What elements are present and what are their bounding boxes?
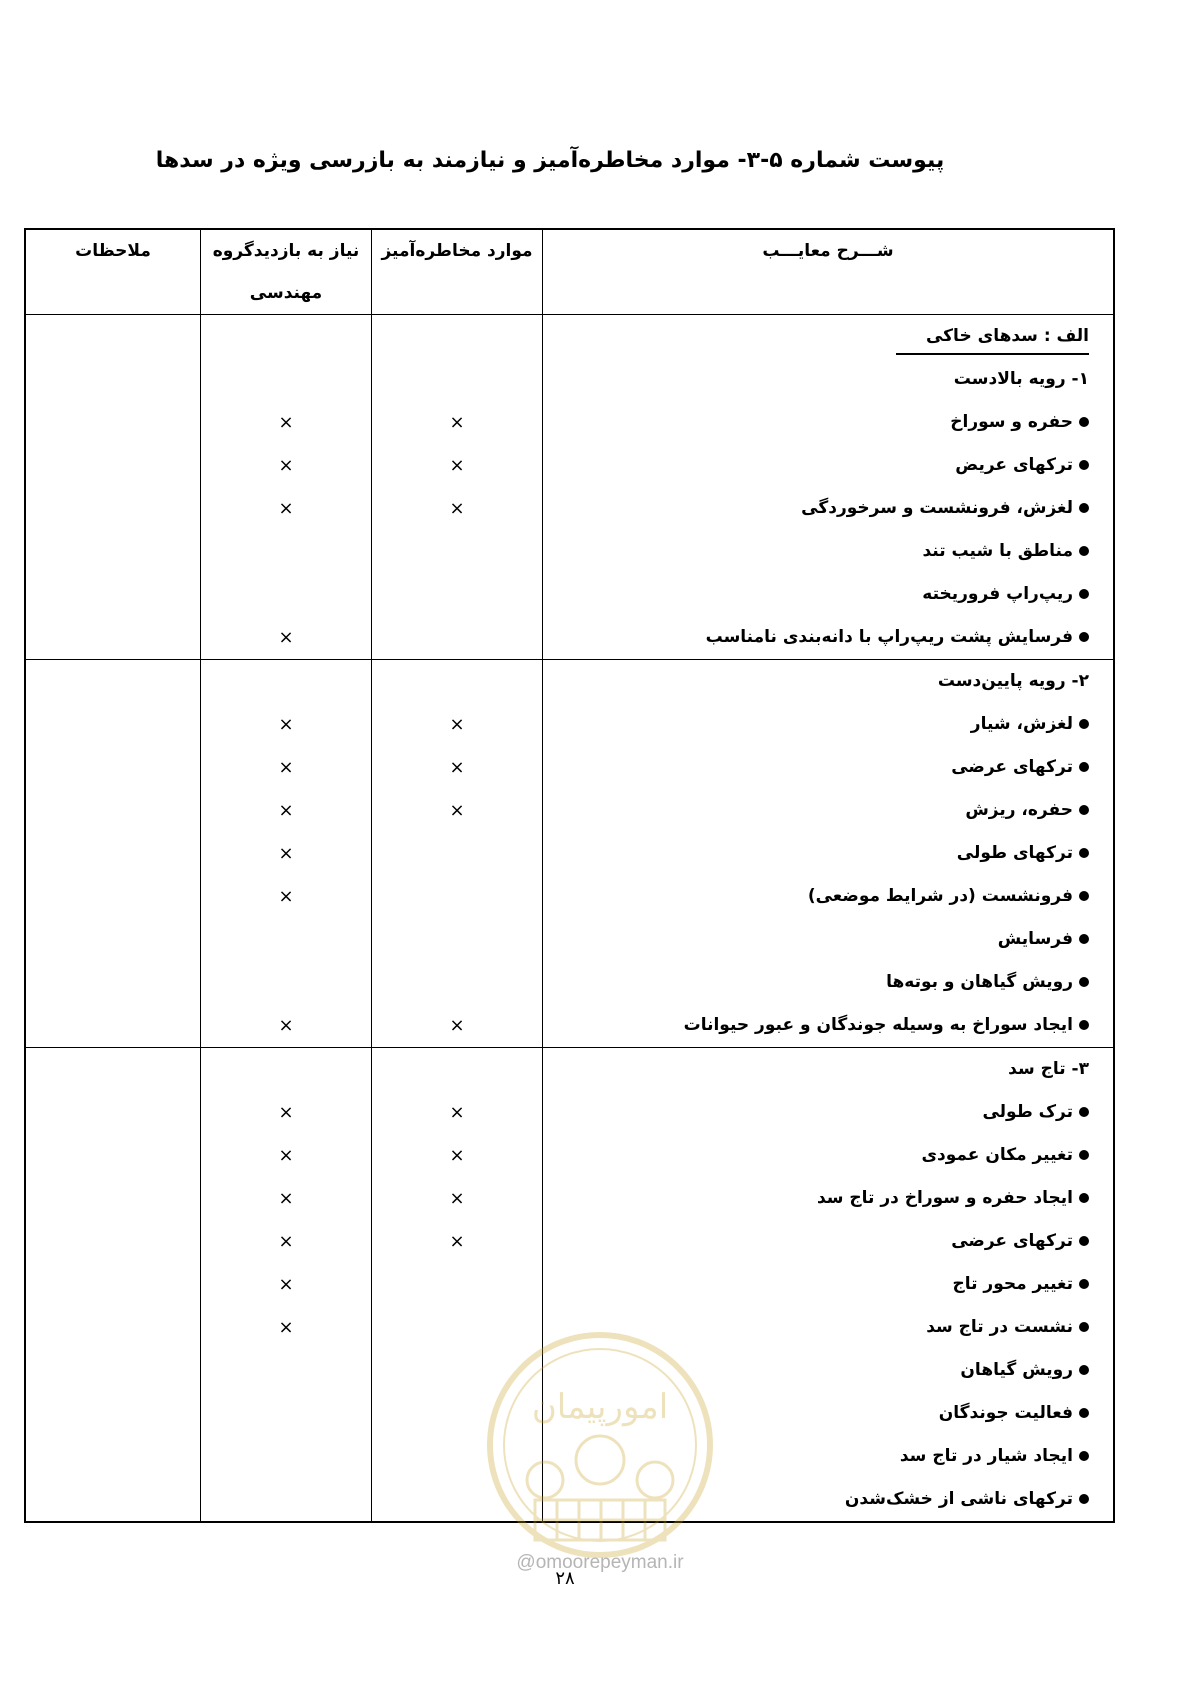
section-heading: الف : سدهای خاکی bbox=[896, 319, 1089, 355]
hazardous-mark: × bbox=[449, 1145, 465, 1166]
defect-item bbox=[543, 487, 1113, 530]
group-heading: ۲- رویه پایین‌دست bbox=[937, 671, 1089, 691]
inspection-mark bbox=[201, 961, 371, 1004]
defect-item-text: فعالیت جوندگان bbox=[938, 1403, 1073, 1423]
defect-item-text: فرسایش bbox=[997, 929, 1073, 949]
defect-item-text: رویش گیاهان bbox=[960, 1360, 1073, 1380]
bullet-icon bbox=[1079, 719, 1089, 729]
defect-item-text: ترکهای عرضی bbox=[951, 1231, 1073, 1251]
hazardous-mark bbox=[372, 530, 542, 573]
bullet-icon bbox=[1079, 1365, 1089, 1375]
bullet-icon bbox=[1079, 503, 1089, 513]
notes-cell bbox=[25, 315, 201, 660]
bullet-icon bbox=[1079, 1020, 1089, 1030]
defect-item bbox=[543, 1091, 1113, 1134]
defect-item bbox=[543, 1134, 1113, 1177]
hazardous-mark bbox=[372, 573, 542, 616]
defect-item-text: لغزش، فرونشست و سرخوردگی bbox=[801, 498, 1073, 518]
description-cell bbox=[543, 315, 1115, 660]
header-description: شـــرح معایـــب bbox=[543, 229, 1115, 315]
defect-item bbox=[543, 875, 1113, 918]
bullet-icon bbox=[1079, 1408, 1089, 1418]
defect-item bbox=[543, 961, 1113, 1004]
footer-url: @omoorepeyman.ir bbox=[516, 1552, 684, 1573]
defect-item-text: حفره و سوراخ bbox=[950, 412, 1073, 432]
defect-item bbox=[543, 1220, 1113, 1263]
hazardous-mark: × bbox=[449, 455, 465, 476]
header-inspection-line2: مهندسی bbox=[249, 283, 323, 303]
hazardous-mark: × bbox=[449, 1231, 465, 1252]
hazardous-mark bbox=[372, 961, 542, 1004]
section-heading-line bbox=[543, 315, 1113, 358]
defect-item bbox=[543, 703, 1113, 746]
defect-item bbox=[543, 530, 1113, 573]
inspection-cell bbox=[201, 660, 372, 1048]
inspection-mark: × bbox=[278, 627, 294, 648]
defect-item-text: لغزش، شیار bbox=[970, 714, 1073, 734]
defect-item bbox=[543, 444, 1113, 487]
inspection-mark bbox=[201, 1435, 371, 1478]
bullet-icon bbox=[1079, 1451, 1089, 1461]
description-cell bbox=[543, 660, 1115, 1048]
hazardous-mark: × bbox=[449, 757, 465, 778]
bullet-icon bbox=[1079, 1279, 1089, 1289]
bullet-icon bbox=[1079, 589, 1089, 599]
bullet-icon bbox=[1079, 891, 1089, 901]
bullet-icon bbox=[1079, 1494, 1089, 1504]
hazardous-mark bbox=[372, 616, 542, 659]
defect-item-text: مناطق با شیب تند bbox=[922, 541, 1073, 561]
blank-line bbox=[201, 315, 371, 358]
defect-item-text: ایجاد شیار در تاج سد bbox=[899, 1446, 1073, 1466]
inspection-mark: × bbox=[278, 1102, 294, 1123]
inspection-mark: × bbox=[278, 1015, 294, 1036]
defect-item-text: ایجاد سوراخ به وسیله جوندگان و عبور حیوانات bbox=[683, 1015, 1073, 1035]
inspection-mark: × bbox=[278, 714, 294, 735]
hazardous-mark bbox=[372, 875, 542, 918]
hazardous-cell bbox=[372, 315, 543, 660]
hazardous-mark: × bbox=[449, 498, 465, 519]
bullet-icon bbox=[1079, 1193, 1089, 1203]
defect-item bbox=[543, 616, 1113, 659]
page-title: پیوست شماره ۵-۳- موارد مخاطره‌آمیز و نیازمند به بازرسی ویژه در سدها bbox=[155, 148, 945, 173]
blank-line bbox=[372, 660, 542, 703]
hazardous-mark: × bbox=[449, 1015, 465, 1036]
defect-item-text: ترکهای عرضی bbox=[951, 757, 1073, 777]
defects-table bbox=[24, 228, 1115, 1523]
defect-item bbox=[543, 918, 1113, 961]
notes-cell bbox=[25, 660, 201, 1048]
bullet-icon bbox=[1079, 805, 1089, 815]
defect-item-text: ترکهای ناشی از خشک‌شدن bbox=[844, 1489, 1073, 1509]
table-row bbox=[25, 660, 1114, 1048]
bullet-icon bbox=[1079, 460, 1089, 470]
page-number: ۲۸ bbox=[555, 1568, 575, 1589]
defect-item bbox=[543, 1263, 1113, 1306]
bullet-icon bbox=[1079, 848, 1089, 858]
hazardous-cell bbox=[372, 660, 543, 1048]
header-hazardous: موارد مخاطره‌آمیز bbox=[372, 229, 543, 315]
defect-item-text: فرونشست (در شرایط موضعی) bbox=[807, 886, 1073, 906]
inspection-mark bbox=[201, 1392, 371, 1435]
defect-item-text: حفره، ریزش bbox=[965, 800, 1073, 820]
defect-item bbox=[543, 573, 1113, 616]
bullet-icon bbox=[1079, 934, 1089, 944]
defect-item-text: ترکهای طولی bbox=[956, 843, 1073, 863]
inspection-mark bbox=[201, 530, 371, 573]
defect-item-text: ایجاد حفره و سوراخ در تاج سد bbox=[816, 1188, 1073, 1208]
bullet-icon bbox=[1079, 417, 1089, 427]
watermark-logo-text: امورپیمان bbox=[531, 1387, 669, 1427]
inspection-mark: × bbox=[278, 886, 294, 907]
bullet-icon bbox=[1079, 1236, 1089, 1246]
inspection-mark: × bbox=[278, 1231, 294, 1252]
hazardous-mark bbox=[372, 1263, 542, 1306]
defect-item bbox=[543, 832, 1113, 875]
inspection-mark: × bbox=[278, 757, 294, 778]
blank-line bbox=[201, 660, 371, 703]
inspection-mark: × bbox=[278, 843, 294, 864]
inspection-cell bbox=[201, 315, 372, 660]
hazardous-mark: × bbox=[449, 800, 465, 821]
hazardous-mark bbox=[372, 832, 542, 875]
inspection-mark: × bbox=[278, 498, 294, 519]
header-notes: ملاحظات bbox=[25, 229, 201, 315]
defect-item-text: ترک طولی bbox=[982, 1102, 1073, 1122]
bullet-icon bbox=[1079, 632, 1089, 642]
bullet-icon bbox=[1079, 1150, 1089, 1160]
table-header-row bbox=[25, 229, 1114, 315]
defect-item-text: نشست در تاج سد bbox=[926, 1317, 1073, 1337]
blank-line bbox=[201, 358, 371, 401]
bullet-icon bbox=[1079, 977, 1089, 987]
inspection-mark bbox=[201, 1349, 371, 1392]
inspection-mark: × bbox=[278, 455, 294, 476]
inspection-mark: × bbox=[278, 800, 294, 821]
defect-item bbox=[543, 746, 1113, 789]
blank-line bbox=[372, 358, 542, 401]
bullet-icon bbox=[1079, 546, 1089, 556]
inspection-mark: × bbox=[278, 412, 294, 433]
defect-item-text: رویش گیاهان و بوته‌ها bbox=[886, 972, 1073, 992]
inspection-cell bbox=[201, 1048, 372, 1523]
inspection-mark: × bbox=[278, 1274, 294, 1295]
blank-line bbox=[201, 1048, 371, 1091]
table-row bbox=[25, 315, 1114, 660]
header-inspection-line1: نیاز به بازدیدگروه bbox=[212, 241, 360, 261]
inspection-mark: × bbox=[278, 1188, 294, 1209]
hazardous-mark: × bbox=[449, 714, 465, 735]
defect-item bbox=[543, 1177, 1113, 1220]
defect-item-text: فرسایش پشت ریپ‌راپ با دانه‌بندی نامناسب bbox=[705, 627, 1073, 647]
defect-item bbox=[543, 789, 1113, 832]
group-heading: ۱- رویه بالادست bbox=[953, 369, 1089, 389]
bullet-icon bbox=[1079, 762, 1089, 772]
group-heading: ۳- تاج سد bbox=[1008, 1059, 1089, 1079]
defect-item bbox=[543, 401, 1113, 444]
inspection-mark: × bbox=[278, 1145, 294, 1166]
notes-cell bbox=[25, 1048, 201, 1523]
inspection-mark bbox=[201, 573, 371, 616]
defect-item-text: تغییر مکان عمودی bbox=[921, 1145, 1073, 1165]
defect-item-text: ریپ‌راپ فروریخته bbox=[922, 584, 1073, 604]
hazardous-mark: × bbox=[449, 1102, 465, 1123]
defect-item bbox=[543, 1004, 1113, 1047]
watermark-logo bbox=[485, 1330, 715, 1560]
inspection-mark bbox=[201, 918, 371, 961]
blank-line bbox=[372, 1048, 542, 1091]
inspection-mark: × bbox=[278, 1317, 294, 1338]
bullet-icon bbox=[1079, 1322, 1089, 1332]
hazardous-mark: × bbox=[449, 1188, 465, 1209]
header-inspection bbox=[201, 229, 372, 315]
defect-item-text: تغییر محور تاج bbox=[952, 1274, 1073, 1294]
hazardous-mark: × bbox=[449, 412, 465, 433]
inspection-mark bbox=[201, 1478, 371, 1521]
defect-item-text: ترکهای عریض bbox=[955, 455, 1073, 475]
bullet-icon bbox=[1079, 1107, 1089, 1117]
blank-line bbox=[372, 315, 542, 358]
hazardous-mark bbox=[372, 918, 542, 961]
